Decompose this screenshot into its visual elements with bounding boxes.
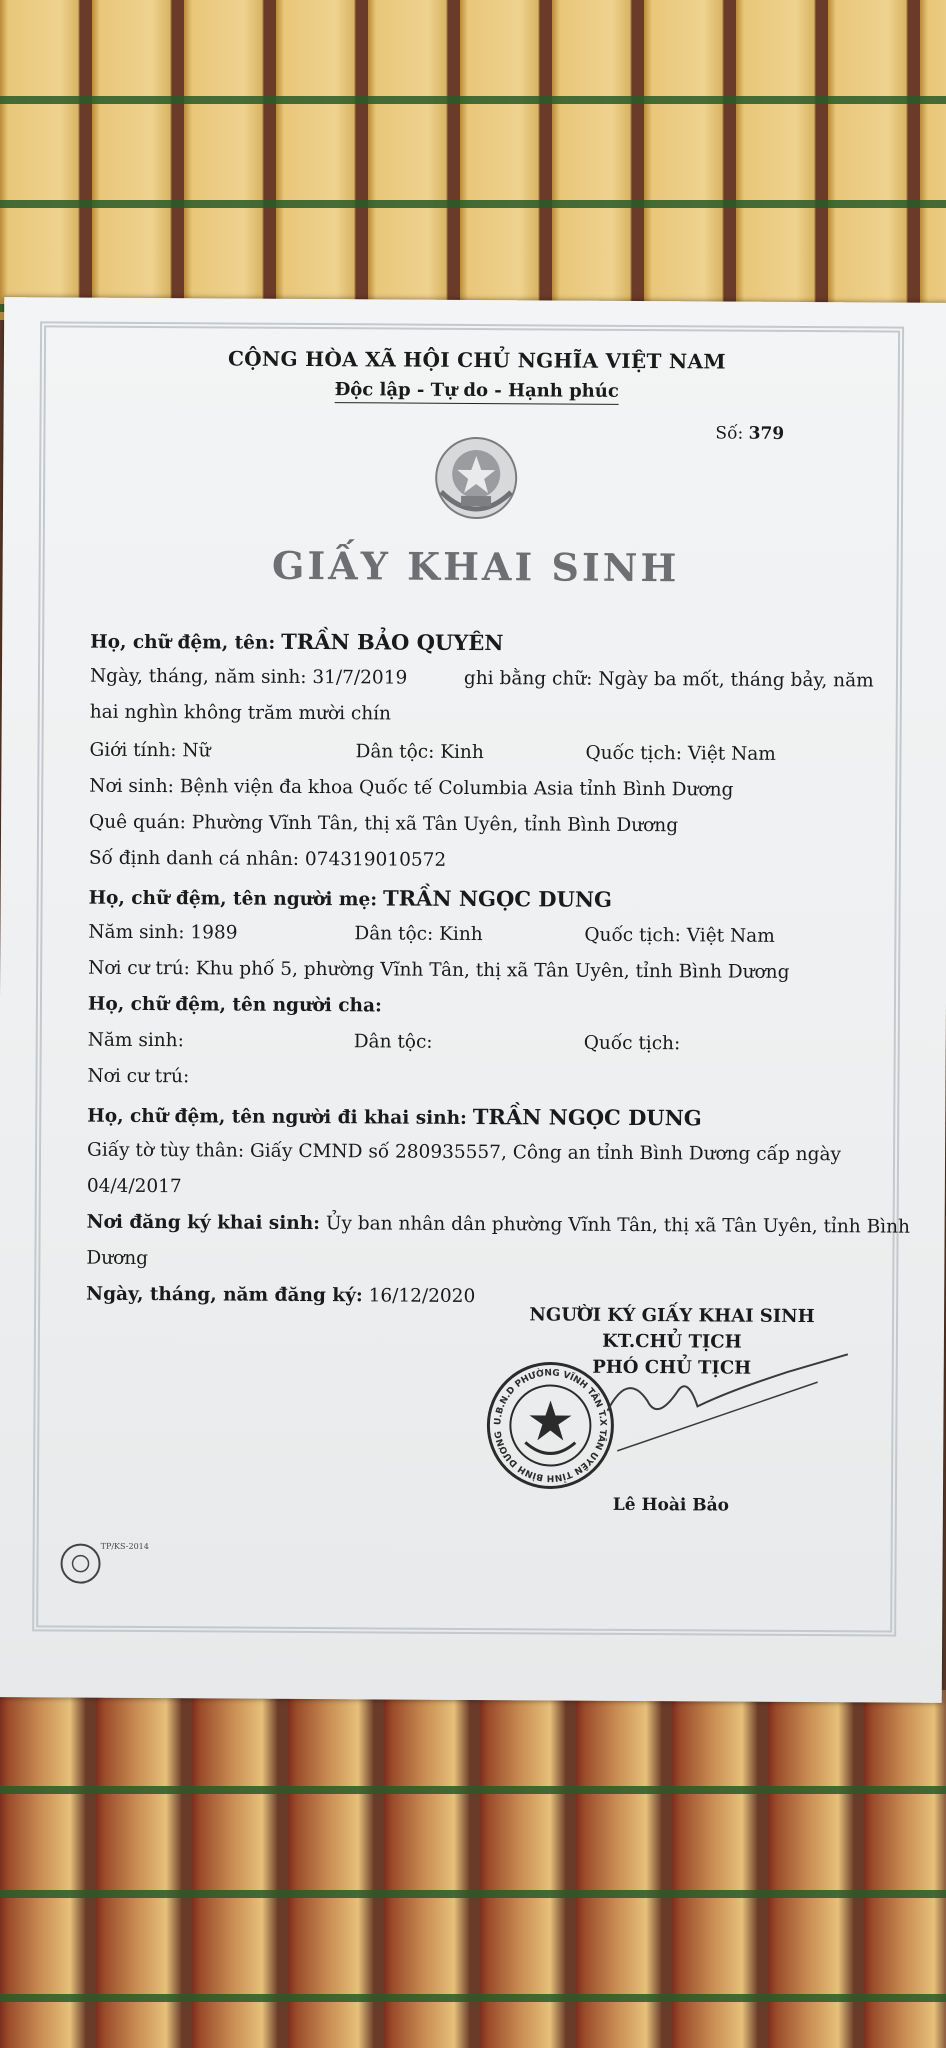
declarant-id-doc-cont: 04/4/2017	[86, 1175, 182, 1198]
child-id: Số định danh cá nhân: 074319010572	[88, 847, 447, 871]
mother-nationality: Quốc tịch: Việt Nam	[584, 924, 775, 947]
child-dob-row: Ngày, tháng, năm sinh: 31/7/2019	[89, 665, 408, 689]
mother-ethnic: Dân tộc: Kinh	[354, 923, 483, 946]
signer-title-2: KT.CHỦ TỊCH	[602, 1330, 742, 1353]
declarant-name: TRẦN NGỌC DUNG	[472, 1104, 702, 1131]
birth-certificate-paper	[0, 297, 946, 1703]
child-ethnic: Dân tộc: Kinh	[355, 741, 484, 764]
child-hometown: Quê quán: Phường Vĩnh Tân, thị xã Tân Uyên, tỉnh Bình Dương	[89, 811, 679, 837]
child-name-row: Họ, chữ đệm, tên: TRẦN BẢO QUYÊN	[90, 628, 504, 656]
declarant-id-doc: Giấy tờ tùy thân: Giấy CMND số 280935557, Công an tỉnh Bình Dương cấp ngày	[87, 1139, 842, 1166]
father-birth-year: Năm sinh:	[87, 1029, 184, 1052]
small-stamp-icon	[58, 1541, 102, 1585]
bamboo-mat-top	[0, 0, 946, 320]
mother-name-row: Họ, chữ đệm, tên người mẹ: TRẦN NGỌC DUNG	[88, 885, 613, 912]
father-residence: Nơi cư trú:	[87, 1065, 190, 1088]
signer-name: Lê Hoài Bảo	[612, 1494, 730, 1516]
father-ethnic: Dân tộc:	[353, 1031, 433, 1053]
signature-icon	[587, 1351, 858, 1463]
mother-birth-year: Năm sinh: 1989	[88, 921, 238, 944]
motto: Độc lập - Tự do - Hạnh phúc	[4, 377, 946, 404]
national-emblem-icon	[431, 434, 522, 527]
bamboo-mat-bottom	[0, 1690, 946, 2048]
child-birthplace: Nơi sinh: Bệnh viện đa khoa Quốc tế Columbia Asia tỉnh Bình Dương	[89, 775, 734, 801]
document-number: Số: 379	[715, 423, 785, 444]
mother-name: TRẦN NGỌC DUNG	[382, 885, 613, 912]
country-header: CỘNG HÒA XÃ HỘI CHỦ NGHĨA VIỆT NAM	[227, 346, 726, 374]
form-code: TP/KS-2014	[100, 1541, 149, 1552]
registration-date: Ngày, tháng, năm đăng ký: 16/12/2020	[86, 1283, 476, 1308]
mother-residence: Nơi cư trú: Khu phố 5, phường Vĩnh Tân, thị xã Tân Uyên, tỉnh Bình Dương	[88, 957, 790, 983]
svg-text:U.B.N.D PHƯỜNG VĨNH TÂN T.X TÂ: U.B.N.D PHƯỜNG VĨNH TÂN T.X TÂN UYÊN TỈNH BÌNH DƯƠNG	[493, 1368, 608, 1483]
declarant-name-row: Họ, chữ đệm, tên người đi khai sinh: TRẦN NGỌC DUNG	[87, 1104, 702, 1131]
signer-title-1: NGƯỜI KÝ GIẤY KHAI SINH	[529, 1304, 815, 1328]
father-name-label: Họ, chữ đệm, tên người cha:	[87, 993, 382, 1017]
child-gender: Giới tính: Nữ	[89, 739, 211, 762]
child-name: TRẦN BẢO QUYÊN	[281, 628, 504, 656]
father-nationality: Quốc tịch:	[583, 1032, 681, 1055]
signer-title-3: PHÓ CHỦ TỊCH	[592, 1356, 752, 1379]
document-title: GIẤY KHAI SINH	[271, 542, 680, 591]
child-nationality: Quốc tịch: Việt Nam	[585, 742, 776, 765]
registration-place-cont: Dương	[86, 1247, 149, 1270]
registration-place: Nơi đăng ký khai sinh: Ủy ban nhân dân phường Vĩnh Tân, thị xã Tân Uyên, tỉnh Bình	[86, 1211, 911, 1238]
child-dob-words-cont: hai nghìn không trăm mười chín	[89, 701, 392, 725]
child-dob-words-row: ghi bằng chữ: Ngày ba mốt, tháng bảy, năm	[463, 667, 874, 692]
